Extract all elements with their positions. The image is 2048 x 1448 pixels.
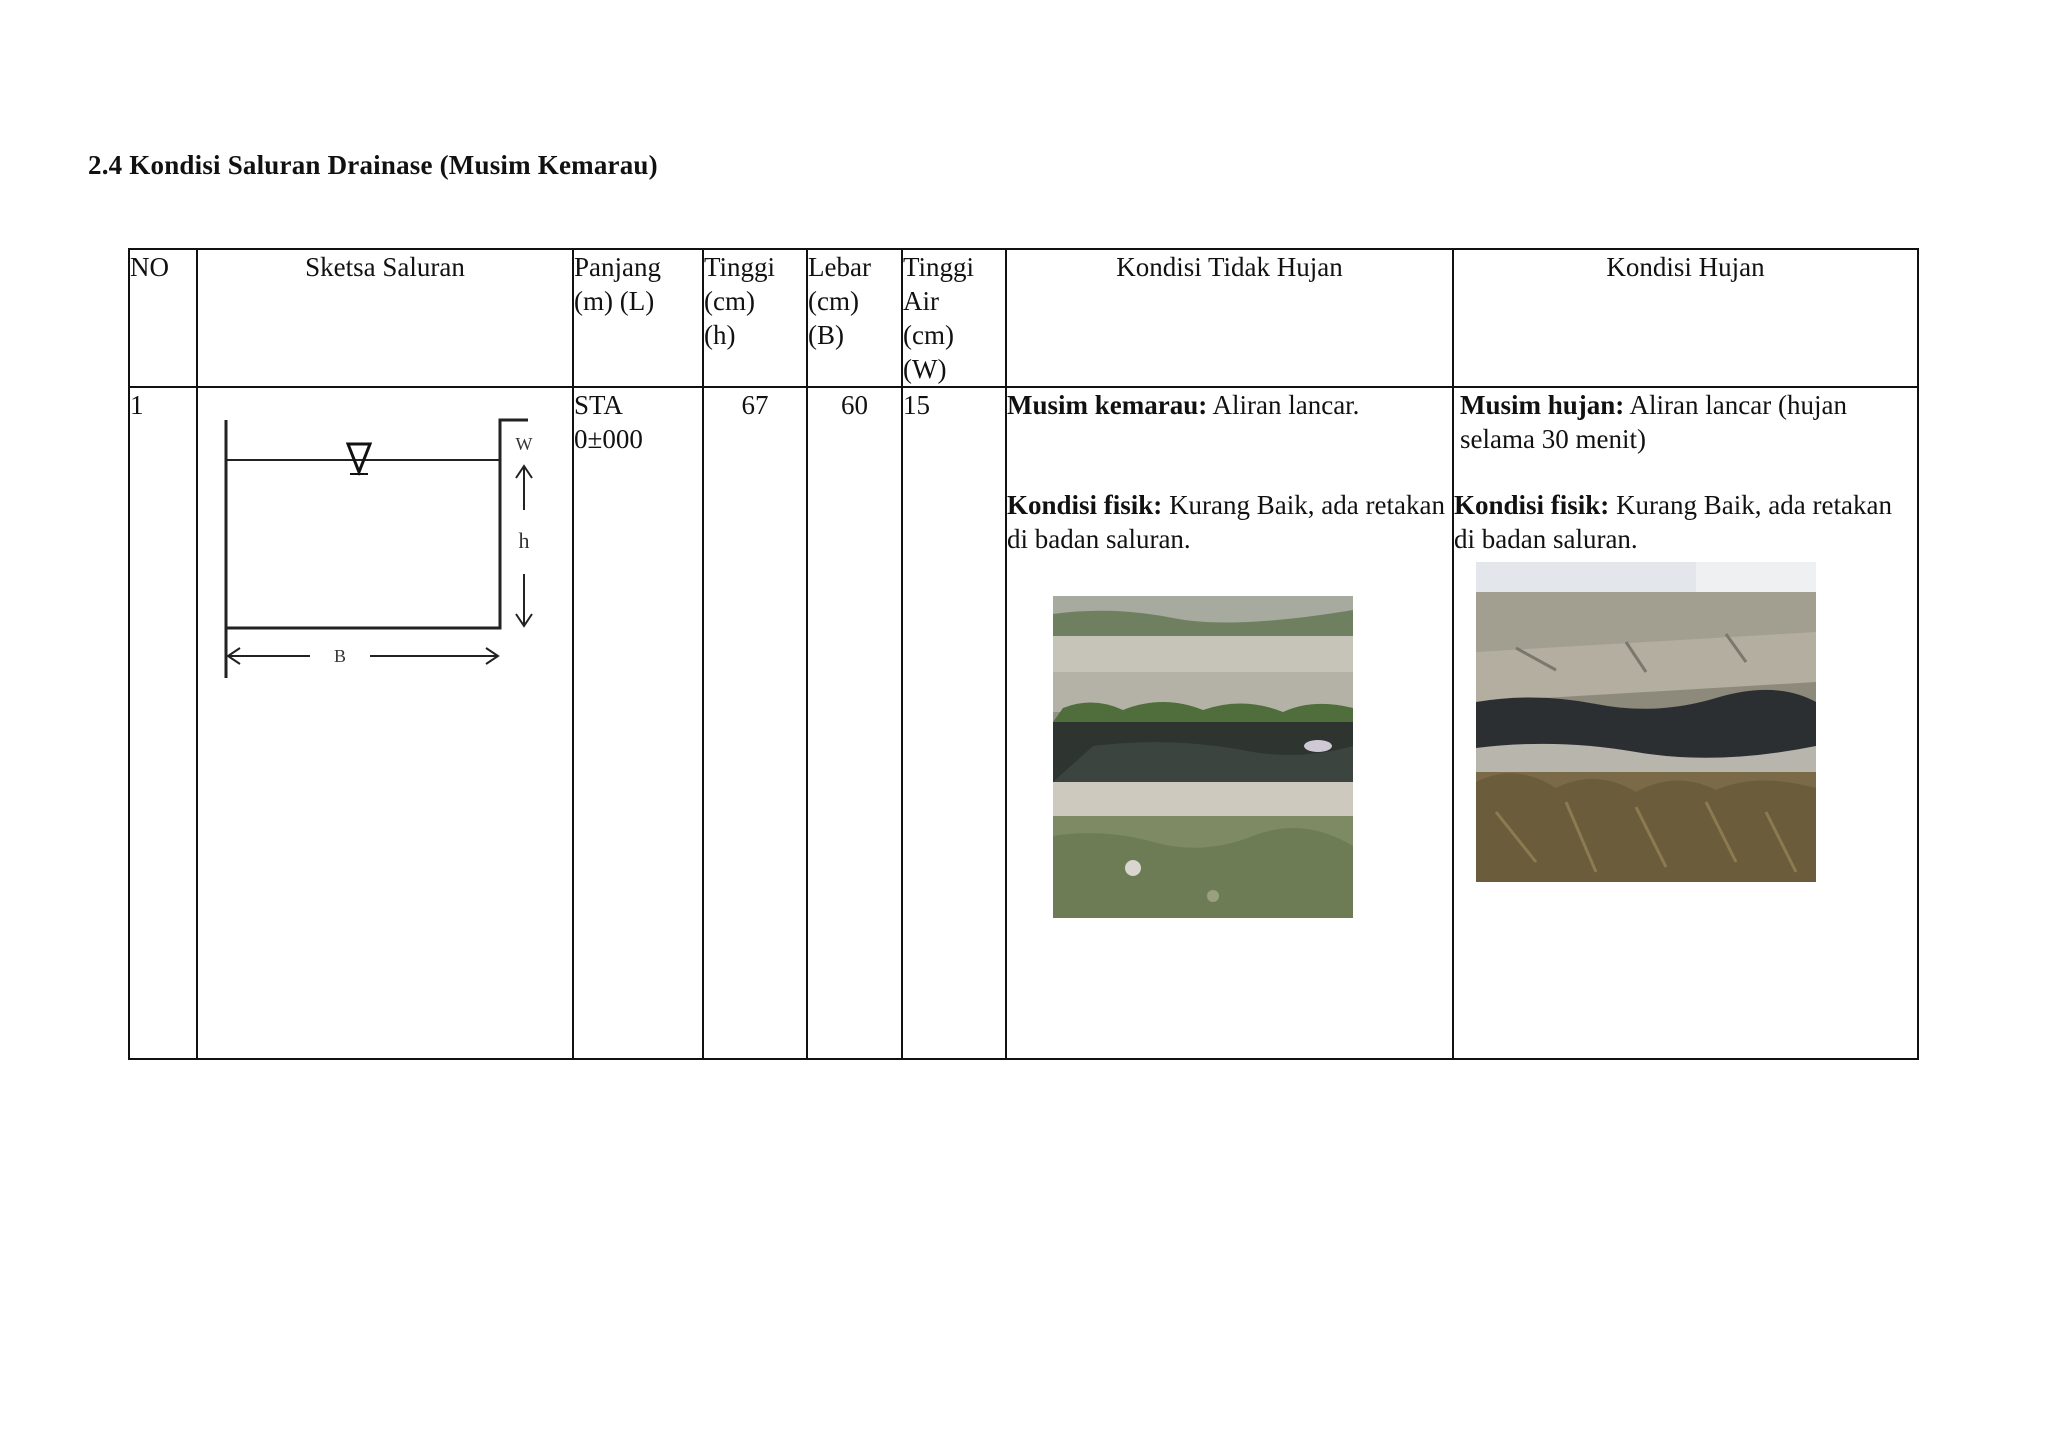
width-arrow-left-icon (228, 648, 310, 664)
rain-season-channel-photo (1476, 562, 1816, 882)
header-tinggi-air-line-3: (cm) (903, 320, 954, 350)
drainage-condition-table (128, 248, 1919, 1060)
header-sketsa (197, 249, 573, 387)
cell-sketch (197, 387, 573, 1059)
tidak-hujan-fisik-text: Kurang Baik, ada retakan di badan saluran. (1007, 490, 1445, 554)
header-tinggi-line-3: (h) (704, 320, 736, 350)
header-tinggi-line-1: Tinggi (704, 252, 776, 282)
tidak-hujan-fisik (1007, 488, 1452, 556)
cell-kondisi-tidak-hujan (1006, 387, 1453, 1059)
header-no-text: NO (130, 252, 169, 282)
table-header-row (129, 249, 1918, 387)
header-lebar-line-1: Lebar (808, 252, 871, 282)
height-arrow-up-icon (516, 466, 532, 510)
header-lebar-line-2: (cm) (808, 286, 859, 316)
row-number: 1 (130, 390, 144, 420)
header-tinggi (703, 249, 807, 387)
channel-outline (226, 420, 528, 628)
header-tinggi-line-2: (cm) (704, 286, 755, 316)
header-tinggi-air-line-2: Air (903, 286, 939, 316)
hujan-fisik-label: Kondisi fisik: (1454, 490, 1610, 520)
hujan-fisik-text: Kurang Baik, ada retakan di badan saluran. (1454, 490, 1892, 554)
sketch-label-w: W (515, 434, 533, 454)
sketch-label-b: B (333, 646, 347, 666)
header-panjang-line-1: Panjang (574, 252, 661, 282)
header-panjang-line-2: (m) (L) (574, 286, 655, 316)
header-kondisi-hujan (1453, 249, 1918, 387)
dry-season-channel-photo (1053, 596, 1353, 918)
header-tinggi-air (902, 249, 1006, 387)
panjang-line-1: STA (574, 390, 623, 420)
header-kondisi-hujan-text: Kondisi Hujan (1606, 252, 1765, 282)
hujan-season-text: Aliran lancar (hujan selama 30 menit) (1460, 390, 1847, 454)
channel-cross-section-sketch (198, 388, 574, 678)
cell-lebar (807, 387, 902, 1059)
sketch-label-h: h (518, 528, 530, 553)
tidak-hujan-season-label: Musim kemarau: (1007, 390, 1208, 420)
cell-kondisi-hujan (1453, 387, 1918, 1059)
tidak-hujan-season (1007, 388, 1452, 422)
lebar-value: 60 (841, 390, 868, 420)
panjang-line-2: 0±000 (574, 424, 643, 454)
hujan-season-label: Musim hujan: (1460, 390, 1625, 420)
table-row (129, 387, 1918, 1059)
header-panjang (573, 249, 703, 387)
header-tinggi-air-line-4: (W) (903, 354, 947, 384)
tidak-hujan-fisik-label: Kondisi fisik: (1007, 490, 1163, 520)
hujan-season (1454, 388, 1917, 456)
width-arrow-right-icon (370, 648, 498, 664)
cell-tinggi (703, 387, 807, 1059)
height-arrow-down-icon (516, 574, 532, 626)
cell-panjang (573, 387, 703, 1059)
tinggi-value: 67 (741, 390, 769, 420)
tinggi-air-value: 15 (903, 390, 930, 420)
header-sketsa-text: Sketsa Saluran (305, 252, 465, 282)
header-kondisi-tidak-hujan (1006, 249, 1453, 387)
header-lebar (807, 249, 902, 387)
header-kondisi-tidak-hujan-text: Kondisi Tidak Hujan (1116, 252, 1343, 282)
header-no (129, 249, 197, 387)
tidak-hujan-season-text: Aliran lancar. (1212, 390, 1360, 420)
cell-tinggi-air (902, 387, 1006, 1059)
header-tinggi-air-line-1: Tinggi (903, 252, 975, 282)
hujan-fisik (1454, 488, 1917, 556)
section-title: 2.4 Kondisi Saluran Drainase (Musim Kemarau) (88, 150, 658, 180)
header-lebar-line-3: (B) (808, 320, 844, 350)
cell-no (129, 387, 197, 1059)
